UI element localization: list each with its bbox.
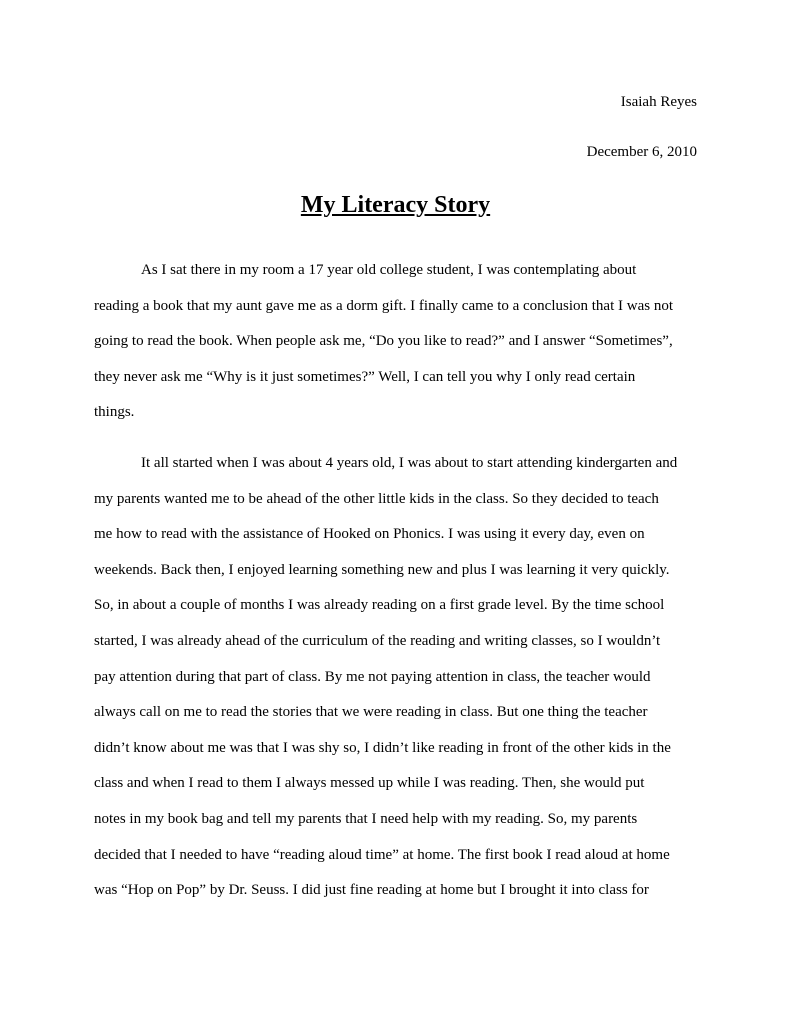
document-title: My Literacy Story	[300, 192, 491, 218]
paragraph-line: was “Hop on Pop” by Dr. Seuss. I did just fine reading at home but I brought it into class for	[94, 882, 649, 899]
paragraph-line: things.	[94, 404, 135, 421]
paragraph-line: they never ask me “Why is it just sometimes?” Well, I can tell you why I only read certain	[94, 368, 636, 385]
paragraph-line: weekends. Back then, I enjoyed learning something new and plus I was learning it very quickly.	[94, 561, 670, 578]
paragraph-line: didn’t know about me was that I was shy so, I didn’t like reading in front of the other kids in the	[94, 739, 671, 756]
paragraph-line: always call on me to read the stories that we were reading in class. But one thing the teacher	[94, 704, 648, 721]
paragraph-line: going to read the book. When people ask me, “Do you like to read?” and I answer “Sometimes”,	[94, 333, 673, 350]
paragraph-line: decided that I needed to have “reading aloud time” at home. The first book I read aloud at home	[94, 846, 670, 863]
author-name: Isaiah Reyes	[620, 94, 697, 110]
paragraph-line: my parents wanted me to be ahead of the other little kids in the class. So they decided to teach	[94, 490, 659, 507]
paragraph-line: It all started when I was about 4 years old, I was about to start attending kindergarten and	[141, 455, 678, 471]
paragraph-line: As I sat there in my room a 17 year old college student, I was contemplating about	[141, 262, 637, 278]
paragraph-line: class and when I read to them I always messed up while I was reading. Then, she would put	[94, 775, 645, 792]
paragraph-line: pay attention during that part of class. By me not paying attention in class, the teacher would	[94, 668, 651, 685]
paragraph-2	[94, 446, 697, 909]
paragraph-line: notes in my book bag and tell my parents that I need help with my reading. So, my parents	[94, 810, 638, 827]
paragraph-line: me how to read with the assistance of Hooked on Phonics. I was using it every day, even on	[94, 526, 645, 543]
document-date: December 6, 2010	[586, 144, 697, 160]
paragraph-line: started, I was already ahead of the curriculum of the reading and writing classes, so I wouldn’t	[94, 632, 661, 649]
paragraph-line: So, in about a couple of months I was already reading on a first grade level. By the time school	[94, 597, 665, 614]
paragraph-1	[94, 253, 697, 431]
paragraph-line: reading a book that my aunt gave me as a dorm gift. I finally came to a conclusion that I was not	[94, 297, 673, 314]
